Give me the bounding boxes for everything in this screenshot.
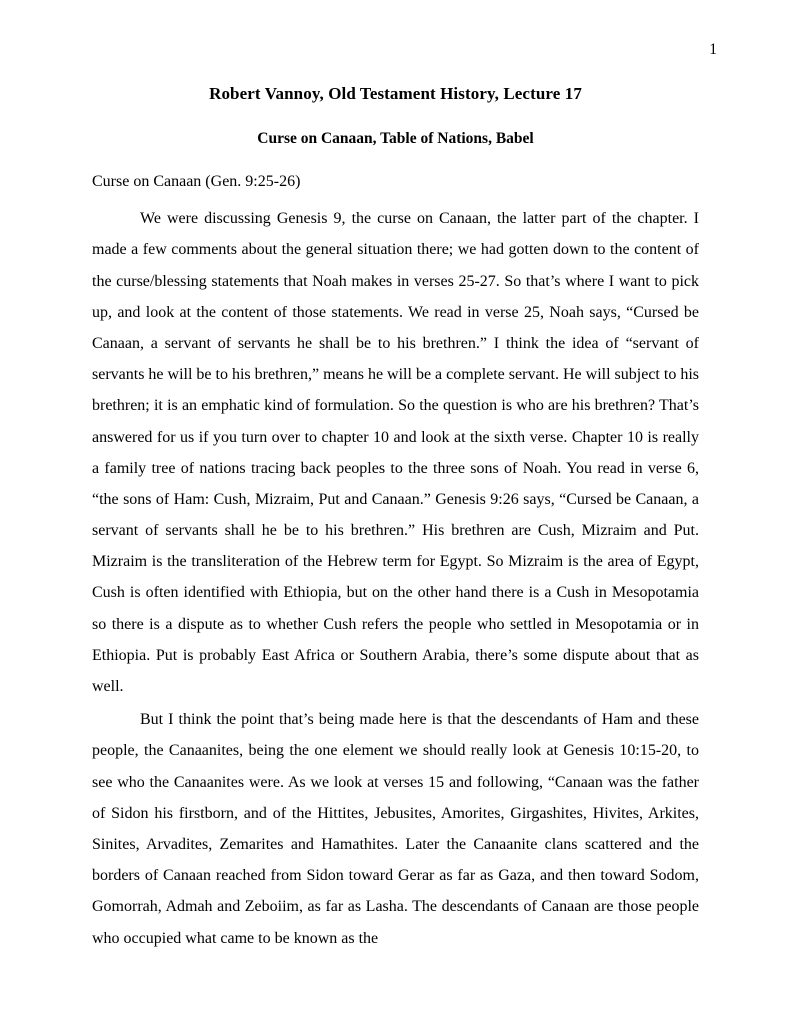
document-subtitle: Curse on Canaan, Table of Nations, Babel <box>257 130 534 147</box>
page-number: 1 <box>709 41 717 58</box>
section-heading: Curse on Canaan (Gen. 9:25-26) <box>92 173 301 190</box>
body-paragraph: But I think the point that’s being made here is that the descendants of Ham and these people, the Canaanites, being the one element we should really look at Genesis 10:15-20, to see who the Canaanites were. As we look at verses 15 and following, “Canaan was the father of Sidon his firstborn, and of the Hittites, Jebusites, Amorites, Girgashites, Hivites, Arkites, Sinites, Arvadites, Zemarites and Hamathites. Later the Canaanite clans scattered and the borders of Canaan reached from Sidon toward Gerar as far as Gaza, and then toward Sodom, Gomorrah, Admah and Zeboiim, as far as Lasha. The descendants of Canaan are those people who occupied what came to be known as the <box>92 711 699 947</box>
document-title: Robert Vannoy, Old Testament History, Lecture 17 <box>209 84 582 103</box>
document-body <box>92 84 699 954</box>
body-paragraph: We were discussing Genesis 9, the curse on Canaan, the latter part of the chapter. I made a few comments about the general situation there; we had gotten down to the content of the curse/blessing statements that Noah makes in verses 25-27. So that’s where I want to pick up, and look at the content of those statements. We read in verse 25, Noah says, “Cursed be Canaan, a servant of servants he shall be to his brethren.” I think the idea of “servant of servants he will be to his brethren,” means he will be a complete servant. He will subject to his brethren; it is an emphatic kind of formulation. So the question is who are his brethren? That’s answered for us if you turn over to chapter 10 and look at the sixth verse. Chapter 10 is really a family tree of nations tracing back peoples to the three sons of Noah. You read in verse 6, “the sons of Ham: Cush, Mizraim, Put and Canaan.” Genesis 9:26 says, “Cursed be Canaan, a servant of servants shall he be to his brethren.” His brethren are Cush, Mizraim and Put. Mizraim is the transliteration of the Hebrew term for Egypt. So Mizraim is the area of Egypt, Cush is often identified with Ethiopia, but on the other hand there is a Cush in Mesopotamia so there is a dispute as to whether Cush refers the people who settled in Mesopotamia or in Ethiopia. Put is probably East Africa or Southern Arabia, there’s some dispute about that as well. <box>92 210 699 695</box>
